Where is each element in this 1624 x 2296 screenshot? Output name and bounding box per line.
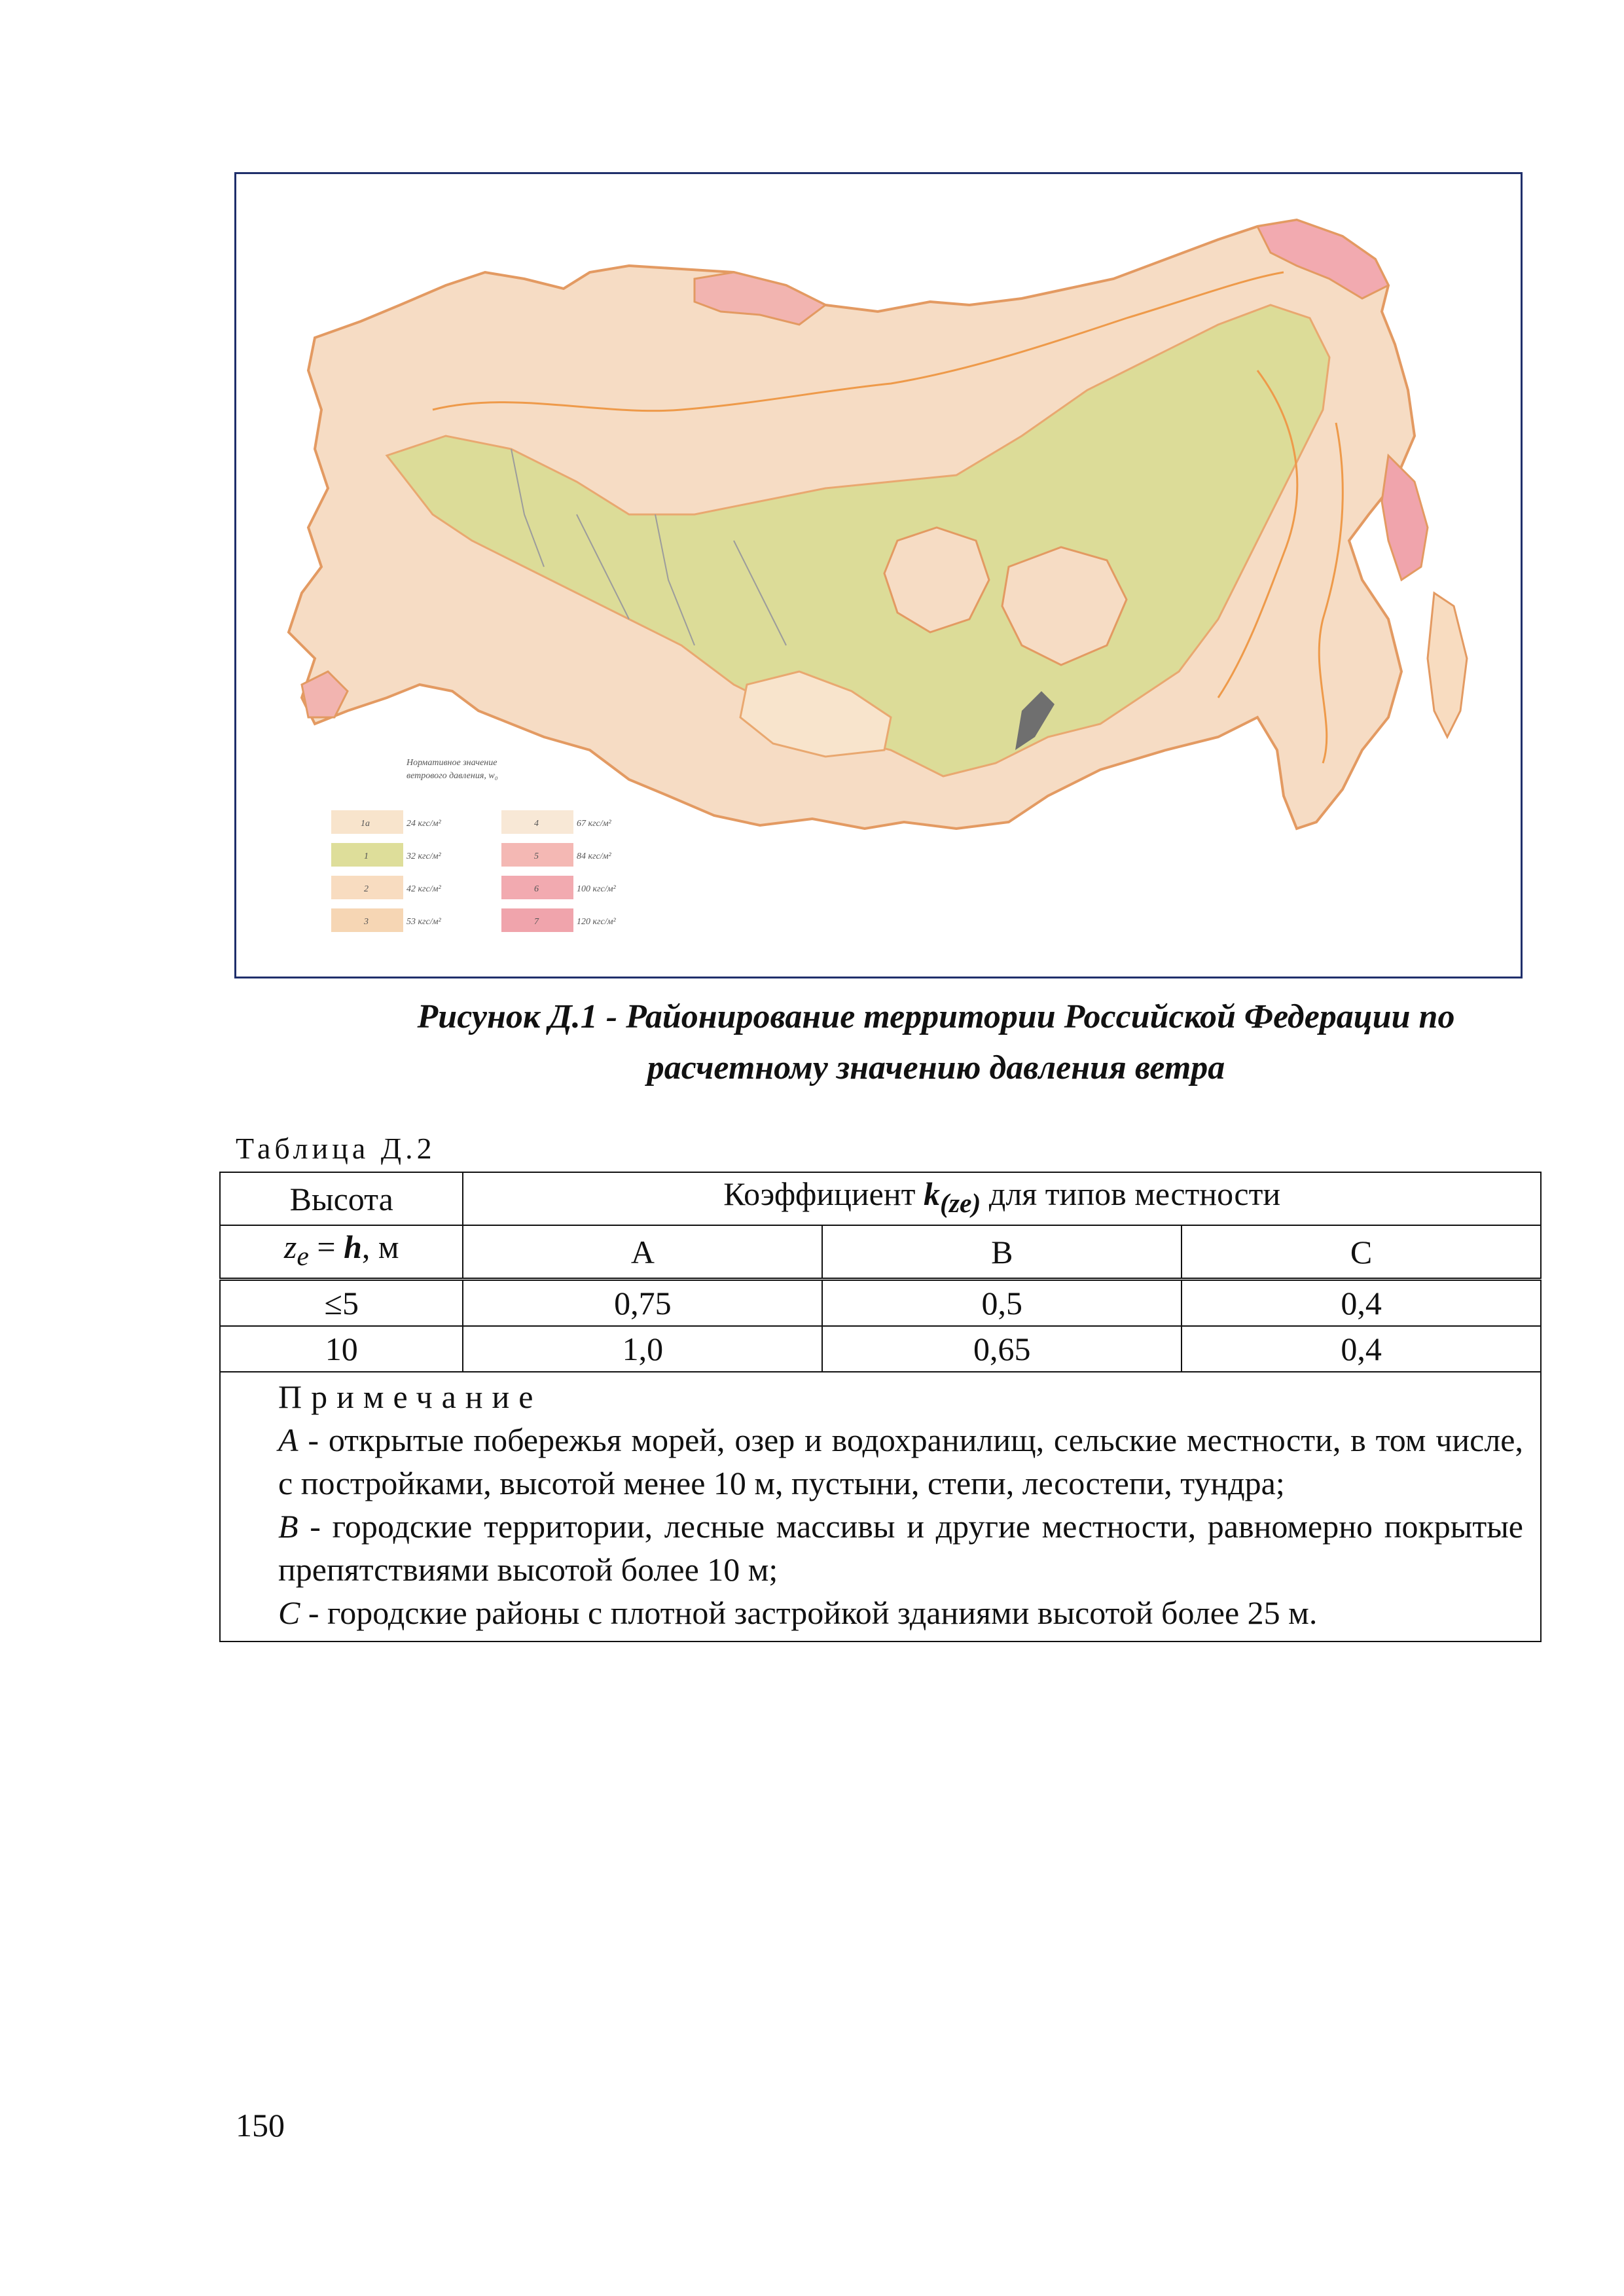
column-header-b: B xyxy=(822,1225,1182,1280)
table-title: Таблица Д.2 xyxy=(236,1132,436,1165)
caption-line-2: расчетному значению давления ветра xyxy=(647,1049,1225,1086)
note-heading: Примечание xyxy=(278,1378,543,1415)
cell-value: 0,75 xyxy=(463,1280,822,1327)
row-height: 10 xyxy=(220,1326,463,1372)
note-c: С - городские районы с плотной застройкой зданиями высотой более 25 м. xyxy=(278,1594,1318,1631)
sakhalin-island xyxy=(1428,593,1467,737)
legend-zone: 2 xyxy=(364,884,369,894)
legend-zone: 1а xyxy=(361,819,370,829)
note-a: А - открытые побережья морей, озер и водохранилищ, сельские местности, в том числе, с постройками, высотой менее 10 м, пустыни, степи, лесостепи, тундра; xyxy=(278,1422,1523,1501)
header-coefficient: Коэффициент $k_{(ze)}$ для типов местности xyxy=(463,1172,1541,1225)
russia-wind-zone-map xyxy=(236,174,1521,977)
legend-zone: 7 xyxy=(534,917,539,927)
figure-caption xyxy=(327,992,1545,1094)
cell-value: 0,65 xyxy=(822,1326,1182,1372)
legend-value: 32 кгс/м² xyxy=(406,852,441,861)
legend-title: Нормативное значение xyxy=(406,758,497,768)
map-legend xyxy=(331,758,617,932)
cell-value: 0,4 xyxy=(1182,1326,1541,1372)
row-height: ≤5 xyxy=(220,1280,463,1327)
legend-zone: 1 xyxy=(364,852,369,861)
legend-zone: 3 xyxy=(364,917,369,927)
legend-zone: 4 xyxy=(534,819,539,829)
zone-7-kamchatka xyxy=(1382,456,1428,580)
legend-zone: 5 xyxy=(534,852,539,861)
legend-value: 24 кгс/м² xyxy=(406,819,441,829)
legend-value: 100 кгс/м² xyxy=(577,884,616,894)
table-note xyxy=(220,1372,1541,1641)
legend-value: 120 кгс/м² xyxy=(577,917,616,927)
column-header-a: A xyxy=(463,1225,822,1280)
legend-zone: 6 xyxy=(534,884,539,894)
header-height-symbol: $z_e = h$, м xyxy=(220,1225,463,1280)
cell-value: 0,5 xyxy=(822,1280,1182,1327)
map-figure xyxy=(234,172,1523,978)
coefficient-table xyxy=(219,1172,1542,1642)
table-row xyxy=(220,1280,1541,1327)
page-number: 150 xyxy=(236,2107,285,2144)
legend-value: 42 кгс/м² xyxy=(406,884,441,894)
legend-value: 84 кгс/м² xyxy=(577,852,611,861)
caption-line-1: Рисунок Д.1 - Районирование территории Российской Федерации по xyxy=(417,998,1455,1035)
column-header-c: C xyxy=(1182,1225,1541,1280)
cell-value: 0,4 xyxy=(1182,1280,1541,1327)
table-row xyxy=(220,1326,1541,1372)
header-height: Высота xyxy=(220,1172,463,1225)
legend-value: 53 кгс/м² xyxy=(406,917,441,927)
legend-title: ветрового давления, w₀ xyxy=(406,771,498,781)
note-b: В - городские территории, лесные массивы и другие местности, равномерно покрытые препятствиями высотой более 10 м; xyxy=(278,1508,1523,1588)
legend-value: 67 кгс/м² xyxy=(577,819,611,829)
cell-value: 1,0 xyxy=(463,1326,822,1372)
